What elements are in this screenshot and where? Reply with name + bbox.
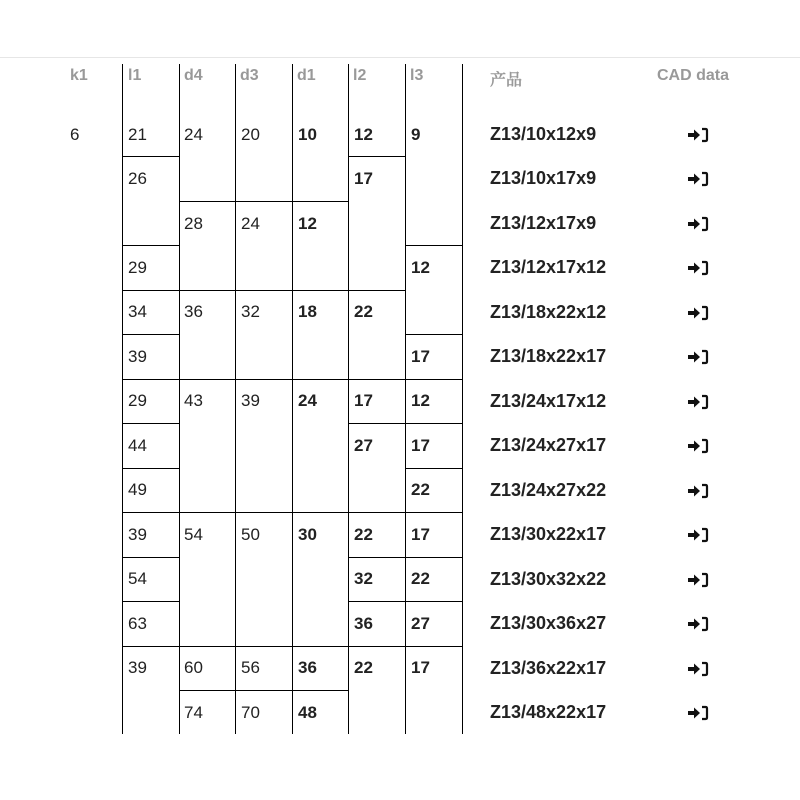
d1-cell: 24 bbox=[298, 391, 317, 410]
header-l3: l3 bbox=[410, 67, 424, 84]
product-link[interactable]: Z13/36x22x17 bbox=[490, 658, 607, 678]
grid-line bbox=[122, 245, 179, 246]
l2-cell: 22 bbox=[354, 302, 373, 321]
grid-line bbox=[122, 512, 179, 513]
l3-cell: 9 bbox=[411, 125, 421, 144]
product-link[interactable]: Z13/24x27x22 bbox=[490, 480, 607, 500]
grid-line bbox=[348, 64, 349, 734]
sign-in-icon[interactable] bbox=[687, 216, 709, 232]
grid-line bbox=[122, 290, 179, 291]
d1-cell: 18 bbox=[298, 302, 317, 321]
grid-line bbox=[122, 64, 123, 734]
d4-cell: 36 bbox=[184, 302, 203, 321]
l3-cell: 12 bbox=[411, 258, 430, 277]
l3-cell: 22 bbox=[411, 569, 430, 588]
grid-line bbox=[405, 601, 462, 602]
grid-line bbox=[405, 512, 462, 513]
sign-in-icon[interactable] bbox=[687, 438, 709, 454]
grid-line bbox=[179, 290, 348, 291]
grid-line bbox=[122, 646, 179, 647]
grid-line bbox=[348, 379, 405, 380]
d4-cell: 24 bbox=[184, 125, 203, 144]
grid-line bbox=[405, 245, 462, 246]
d4-cell: 28 bbox=[184, 214, 203, 233]
product-link[interactable]: Z13/30x32x22 bbox=[490, 569, 607, 589]
grid-line bbox=[405, 646, 462, 647]
sign-in-icon[interactable] bbox=[687, 127, 709, 143]
l2-cell: 12 bbox=[354, 125, 373, 144]
product-link[interactable]: Z13/12x17x12 bbox=[490, 257, 607, 277]
grid-line bbox=[348, 156, 405, 157]
header-k1: k1 bbox=[70, 67, 88, 84]
l3-cell: 12 bbox=[411, 391, 430, 410]
l1-cell: 54 bbox=[128, 569, 147, 588]
d1-cell: 48 bbox=[298, 703, 317, 722]
l2-cell: 17 bbox=[354, 391, 373, 410]
l2-cell: 22 bbox=[354, 658, 373, 677]
grid-line bbox=[179, 646, 348, 647]
grid-line bbox=[122, 557, 179, 558]
d1-cell: 36 bbox=[298, 658, 317, 677]
header-product: 产品 bbox=[490, 72, 523, 89]
l3-cell: 17 bbox=[411, 436, 430, 455]
header-l2: l2 bbox=[353, 67, 367, 84]
grid-line bbox=[235, 64, 236, 734]
l1-cell: 49 bbox=[128, 480, 147, 499]
l2-cell: 32 bbox=[354, 569, 373, 588]
sign-in-icon[interactable] bbox=[687, 394, 709, 410]
l2-cell: 36 bbox=[354, 614, 373, 633]
d3-cell: 56 bbox=[241, 658, 260, 677]
grid-line bbox=[179, 512, 348, 513]
grid-line bbox=[179, 379, 348, 380]
d4-cell: 74 bbox=[184, 703, 203, 722]
l1-cell: 39 bbox=[128, 347, 147, 366]
l3-cell: 27 bbox=[411, 614, 430, 633]
grid-line bbox=[348, 423, 405, 424]
grid-line bbox=[292, 64, 293, 734]
d4-cell: 60 bbox=[184, 658, 203, 677]
l2-cell: 17 bbox=[354, 169, 373, 188]
product-link[interactable]: Z13/30x22x17 bbox=[490, 524, 607, 544]
header-cad-data: CAD data bbox=[657, 67, 730, 84]
l1-cell: 26 bbox=[128, 169, 147, 188]
product-link[interactable]: Z13/18x22x17 bbox=[490, 346, 607, 366]
product-link[interactable]: Z13/24x17x12 bbox=[490, 391, 607, 411]
d4-cell: 54 bbox=[184, 525, 203, 544]
header-l1: l1 bbox=[128, 67, 142, 84]
product-link[interactable]: Z13/24x27x17 bbox=[490, 435, 607, 455]
l2-cell: 22 bbox=[354, 525, 373, 544]
sign-in-icon[interactable] bbox=[687, 616, 709, 632]
sign-in-icon[interactable] bbox=[687, 572, 709, 588]
l1-cell: 29 bbox=[128, 391, 147, 410]
d3-cell: 70 bbox=[241, 703, 260, 722]
grid-line bbox=[179, 201, 348, 202]
grid-line bbox=[122, 334, 179, 335]
d3-cell: 50 bbox=[241, 525, 260, 544]
l1-cell: 44 bbox=[128, 436, 147, 455]
l1-cell: 34 bbox=[128, 302, 147, 321]
header-d4: d4 bbox=[184, 67, 203, 84]
grid-line bbox=[348, 290, 405, 291]
l3-cell: 22 bbox=[411, 480, 430, 499]
d1-cell: 10 bbox=[298, 125, 317, 144]
header-d1: d1 bbox=[297, 67, 316, 84]
sign-in-icon[interactable] bbox=[687, 705, 709, 721]
l3-cell: 17 bbox=[411, 525, 430, 544]
d1-cell: 12 bbox=[298, 214, 317, 233]
product-link[interactable]: Z13/30x36x27 bbox=[490, 613, 607, 633]
grid-line bbox=[348, 512, 405, 513]
grid-line bbox=[348, 646, 405, 647]
grid-line bbox=[462, 64, 463, 734]
grid-line bbox=[179, 690, 348, 691]
grid-line bbox=[122, 156, 179, 157]
grid-line bbox=[348, 601, 405, 602]
l1-cell: 21 bbox=[128, 125, 147, 144]
product-link[interactable]: Z13/10x17x9 bbox=[490, 168, 597, 188]
l3-cell: 17 bbox=[411, 347, 430, 366]
l1-cell: 29 bbox=[128, 258, 147, 277]
grid-line bbox=[405, 468, 462, 469]
product-link[interactable]: Z13/18x22x12 bbox=[490, 302, 607, 322]
sign-in-icon[interactable] bbox=[687, 349, 709, 365]
d3-cell: 24 bbox=[241, 214, 260, 233]
sign-in-icon[interactable] bbox=[687, 305, 709, 321]
l1-cell: 63 bbox=[128, 614, 147, 633]
d3-cell: 20 bbox=[241, 125, 260, 144]
d3-cell: 39 bbox=[241, 391, 260, 410]
sign-in-icon[interactable] bbox=[687, 483, 709, 499]
sign-in-icon[interactable] bbox=[687, 527, 709, 543]
grid-line bbox=[179, 64, 180, 734]
grid-line bbox=[405, 379, 462, 380]
grid-line bbox=[405, 334, 462, 335]
product-link[interactable]: Z13/12x17x9 bbox=[490, 213, 597, 233]
sign-in-icon[interactable] bbox=[687, 661, 709, 677]
l1-cell: 39 bbox=[128, 525, 147, 544]
product-link[interactable]: Z13/10x12x9 bbox=[490, 124, 597, 144]
grid-line bbox=[122, 379, 179, 380]
k1-value: 6 bbox=[70, 125, 80, 144]
grid-line bbox=[405, 557, 462, 558]
sign-in-icon[interactable] bbox=[687, 260, 709, 276]
header-d3: d3 bbox=[240, 67, 259, 84]
product-link[interactable]: Z13/48x22x17 bbox=[490, 702, 607, 722]
grid-line bbox=[122, 601, 179, 602]
grid-line bbox=[348, 557, 405, 558]
d3-cell: 32 bbox=[241, 302, 260, 321]
top-divider bbox=[0, 57, 800, 58]
grid-line bbox=[405, 64, 406, 734]
d4-cell: 43 bbox=[184, 391, 203, 410]
grid-line bbox=[122, 423, 179, 424]
sign-in-icon[interactable] bbox=[687, 171, 709, 187]
l2-cell: 27 bbox=[354, 436, 373, 455]
d1-cell: 30 bbox=[298, 525, 317, 544]
grid-line bbox=[122, 468, 179, 469]
l1-cell: 39 bbox=[128, 658, 147, 677]
l3-cell: 17 bbox=[411, 658, 430, 677]
grid-line bbox=[405, 423, 462, 424]
